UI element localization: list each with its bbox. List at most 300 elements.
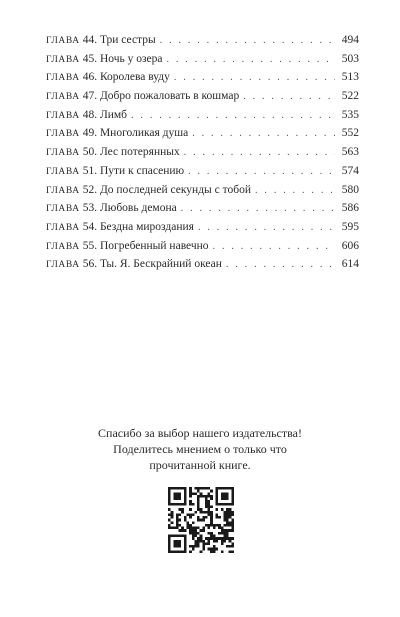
qr-module (208, 505, 211, 508)
chapter-title: Добро пожаловать в кошмар (99, 90, 240, 103)
qr-module (200, 495, 203, 498)
qr-module (171, 511, 174, 514)
qr-module (200, 550, 203, 553)
qr-module (171, 516, 174, 519)
qr-module (189, 513, 192, 516)
qr-module (229, 529, 232, 532)
page-number: 535 (341, 108, 359, 121)
qr-module (213, 527, 216, 530)
qr-module (200, 535, 203, 538)
chapter-word: ГЛАВА (46, 241, 80, 252)
qr-module (189, 508, 192, 511)
qr-module (229, 521, 232, 524)
qr-module (176, 487, 179, 490)
qr-module (208, 511, 211, 514)
qr-module (210, 511, 213, 514)
qr-module (197, 542, 200, 545)
qr-module (226, 495, 229, 498)
chapter-title: Три сестры (99, 34, 156, 46)
qr-module (208, 527, 211, 530)
dot-leader (188, 166, 335, 177)
qr-module (208, 532, 211, 535)
toc-row[interactable]: ГЛАВА 44 . Три сестры . . . 494 (46, 34, 359, 53)
qr-module (184, 529, 187, 532)
toc-row[interactable]: ГЛАВА 49 . Многоликая душа . . . 552 (46, 127, 359, 146)
dot-leader (255, 185, 335, 196)
qr-module (223, 537, 226, 540)
qr-module (231, 542, 234, 545)
chapter-number: 51 (82, 164, 95, 177)
qr-module (231, 513, 234, 516)
qr-module (226, 516, 229, 519)
qr-module (226, 537, 229, 540)
chapter-number: 44 (82, 34, 95, 46)
dot-leader (181, 203, 335, 214)
qr-module (179, 545, 182, 548)
qr-module (194, 529, 197, 532)
qr-module (197, 500, 200, 503)
qr-module (168, 513, 171, 516)
qr-module (231, 529, 234, 532)
qr-module (184, 516, 187, 519)
dot-leader (213, 241, 335, 252)
qr-module (226, 532, 229, 535)
qr-module (200, 487, 203, 490)
dot-leader (192, 128, 335, 139)
chapter-number: 47 (82, 90, 95, 103)
qr-module (210, 490, 213, 493)
qr-module (168, 548, 171, 551)
chapter-title: Бездна мироздания (99, 220, 194, 233)
qr-module (173, 492, 176, 495)
qr-module (221, 542, 224, 545)
qr-module (194, 527, 197, 530)
qr-module (186, 521, 189, 524)
thank-you-line: Поделитесь мнением о только что (113, 442, 287, 456)
qr-module (184, 535, 187, 538)
qr-module (168, 519, 171, 522)
qr-module (202, 540, 205, 543)
toc-row[interactable]: ГЛАВА 55 . Погребенный навечно . . . 606 (46, 240, 359, 259)
qr-module (216, 503, 219, 506)
qr-module (205, 487, 208, 490)
qr-module (202, 542, 205, 545)
qr-module (226, 492, 229, 495)
qr-module (168, 498, 171, 501)
toc-row[interactable]: ГЛАВА 50 . Лес потерянных . . . 563 (46, 146, 359, 165)
qr-module (218, 527, 221, 530)
qr-module (181, 529, 184, 532)
qr-module (221, 527, 224, 530)
chapter-word: ГЛАВА (46, 92, 80, 103)
chapter-number: 53 (82, 202, 95, 215)
qr-module (189, 495, 192, 498)
qr-module (200, 540, 203, 543)
qr-module (208, 500, 211, 503)
qr-module (176, 545, 179, 548)
dot-leader (226, 259, 335, 270)
qr-module (226, 524, 229, 527)
qr-module (205, 511, 208, 514)
chapter-number: 52 (82, 183, 95, 196)
qr-module (197, 508, 200, 511)
qr-module (184, 519, 187, 522)
qr-module (216, 513, 219, 516)
qr-module (229, 508, 232, 511)
chapter-title: Погребенный навечно (99, 239, 209, 252)
qr-module (179, 550, 182, 553)
qr-module (205, 516, 208, 519)
qr-module (192, 529, 195, 532)
qr-module (223, 498, 226, 501)
toc-row[interactable]: ГЛАВА 48 . Лимб . . . 535 (46, 109, 359, 128)
chapter-word: ГЛАВА (46, 166, 80, 177)
qr-module (226, 513, 229, 516)
qr-module (179, 503, 182, 506)
qr-module (168, 545, 171, 548)
chapter-title: Ночь у озера (99, 52, 163, 65)
qr-module (171, 487, 174, 490)
qr-module (192, 548, 195, 551)
qr-module (229, 503, 232, 506)
qr-module (176, 513, 179, 516)
toc-row[interactable]: ГЛАВА 52 . До последней секунды с тобой . . . 580 (46, 184, 359, 203)
qr-module (208, 513, 211, 516)
qr-module (213, 550, 216, 553)
qr-module (189, 503, 192, 506)
toc-row[interactable]: ГЛАВА 54 . Бездна мироздания . . . 595 (46, 221, 359, 240)
qr-module (216, 498, 219, 501)
qr-module (223, 492, 226, 495)
toc-row[interactable]: ГЛАВА 47 . Добро пожаловать в кошмар . . . 522 (46, 90, 359, 109)
qr-module (197, 498, 200, 501)
qr-module (221, 550, 224, 553)
qr-module (221, 529, 224, 532)
toc-row[interactable]: ГЛАВА 56 . Ты. Я. Бескрайний океан . . . 614 (46, 258, 359, 277)
qr-module (189, 490, 192, 493)
chapter-word: ГЛАВА (46, 129, 80, 140)
qr-module (173, 527, 176, 530)
page-number: 606 (341, 239, 359, 252)
chapter-word: ГЛАВА (46, 110, 80, 121)
qr-module (194, 487, 197, 490)
qr-module (168, 500, 171, 503)
qr-module (208, 542, 211, 545)
chapter-title: До последней секунды с тобой (99, 183, 252, 196)
qr-module (210, 521, 213, 524)
qr-module (192, 492, 195, 495)
qr-module (184, 498, 187, 501)
qr-module (200, 508, 203, 511)
dot-leader (160, 35, 335, 46)
qr-module (226, 521, 229, 524)
qr-code-icon[interactable] (168, 487, 234, 553)
page-number: 494 (341, 34, 359, 46)
qr-module (231, 487, 234, 490)
qr-module (192, 535, 195, 538)
qr-module (223, 487, 226, 490)
qr-module (216, 524, 219, 527)
qr-module (186, 527, 189, 530)
toc-row[interactable]: ГЛАВА 51 . Пути к спасению . . . 574 (46, 165, 359, 184)
chapter-title: Ты. Я. Бескрайний океан (99, 258, 222, 271)
qr-module (171, 521, 174, 524)
qr-module (221, 492, 224, 495)
qr-module (179, 487, 182, 490)
qr-module (210, 550, 213, 553)
qr-module (186, 524, 189, 527)
qr-module (197, 503, 200, 506)
qr-module (231, 521, 234, 524)
qr-module (221, 495, 224, 498)
qr-module (216, 516, 219, 519)
qr-module (221, 537, 224, 540)
qr-module (226, 519, 229, 522)
qr-module (171, 535, 174, 538)
chapter-title: Лес потерянных (99, 146, 180, 159)
qr-module (168, 540, 171, 543)
qr-module (171, 503, 174, 506)
dot-leader (184, 147, 335, 158)
qr-module (197, 495, 200, 498)
qr-module (173, 540, 176, 543)
qr-module (208, 495, 211, 498)
qr-module (179, 495, 182, 498)
qr-module (184, 490, 187, 493)
qr-module (181, 503, 184, 506)
chapter-word: ГЛАВА (46, 73, 80, 84)
qr-module (192, 527, 195, 530)
qr-module (202, 529, 205, 532)
qr-module (176, 492, 179, 495)
qr-module (197, 516, 200, 519)
qr-module (208, 503, 211, 506)
qr-module (213, 535, 216, 538)
qr-module (218, 516, 221, 519)
chapter-word: ГЛАВА (46, 185, 80, 196)
toc-row[interactable]: ГЛАВА 45 . Ночь у озера . . . 503 (46, 53, 359, 72)
toc-row[interactable]: ГЛАВА 46 . Королева вуду . . . 513 (46, 71, 359, 90)
qr-module (205, 505, 208, 508)
qr-module (205, 542, 208, 545)
qr-module (216, 500, 219, 503)
qr-module (231, 524, 234, 527)
qr-module (184, 540, 187, 543)
qr-module (205, 498, 208, 501)
qr-module (192, 513, 195, 516)
qr-module (213, 540, 216, 543)
chapter-word: ГЛАВА (46, 204, 80, 215)
qr-module (173, 545, 176, 548)
qr-module (210, 535, 213, 538)
qr-module (171, 513, 174, 516)
qr-module (189, 500, 192, 503)
dot-leader (174, 72, 335, 83)
qr-module (176, 535, 179, 538)
qr-module (197, 505, 200, 508)
qr-module (223, 529, 226, 532)
chapter-number: 48 (82, 108, 95, 121)
qr-module (231, 498, 234, 501)
qr-module (184, 550, 187, 553)
qr-module (176, 540, 179, 543)
toc-row[interactable]: ГЛАВА 53 . Любовь демона . . . 586 (46, 202, 359, 221)
qr-module (168, 537, 171, 540)
qr-module (210, 548, 213, 551)
qr-module (189, 524, 192, 527)
qr-module (229, 524, 232, 527)
dot-leader (166, 54, 335, 65)
qr-module (184, 545, 187, 548)
qr-module (205, 524, 208, 527)
qr-module (210, 495, 213, 498)
qr-module (181, 535, 184, 538)
qr-module (202, 545, 205, 548)
qr-module (223, 495, 226, 498)
qr-module (210, 516, 213, 519)
chapter-title: Лимб (99, 108, 128, 121)
qr-module (216, 495, 219, 498)
qr-module (184, 548, 187, 551)
qr-module (218, 503, 221, 506)
qr-module (229, 537, 232, 540)
qr-module (194, 545, 197, 548)
qr-module (176, 521, 179, 524)
qr-module (179, 542, 182, 545)
qr-module (226, 545, 229, 548)
qr-module (179, 508, 182, 511)
qr-module (210, 498, 213, 501)
qr-module (173, 535, 176, 538)
qr-module (200, 511, 203, 514)
qr-module (231, 492, 234, 495)
qr-module (192, 537, 195, 540)
chapter-word: ГЛАВА (46, 222, 80, 233)
qr-module (231, 550, 234, 553)
qr-module (194, 540, 197, 543)
qr-module (197, 490, 200, 493)
qr-module (186, 513, 189, 516)
thank-you-line: Спасибо за выбор нашего издательства! (98, 426, 302, 440)
qr-module (231, 495, 234, 498)
qr-module (171, 550, 174, 553)
qr-module (216, 540, 219, 543)
qr-module (184, 500, 187, 503)
qr-module (218, 487, 221, 490)
qr-module (229, 550, 232, 553)
qr-module (221, 487, 224, 490)
qr-module (208, 508, 211, 511)
qr-module (192, 545, 195, 548)
page-number: 503 (341, 52, 359, 65)
qr-module (173, 495, 176, 498)
qr-module (176, 527, 179, 530)
qr-module (176, 498, 179, 501)
qr-module (210, 532, 213, 535)
qr-module (176, 516, 179, 519)
qr-module (171, 527, 174, 530)
qr-module (181, 550, 184, 553)
qr-module (218, 524, 221, 527)
qr-module (202, 495, 205, 498)
qr-module (179, 540, 182, 543)
page-number: 614 (341, 258, 359, 271)
chapter-number: 55 (82, 239, 95, 252)
chapter-title: Королева вуду (99, 71, 170, 84)
qr-module (176, 519, 179, 522)
qr-module (231, 519, 234, 522)
qr-module (208, 537, 211, 540)
qr-module (192, 532, 195, 535)
qr-module (181, 511, 184, 514)
qr-module (168, 495, 171, 498)
page-number: 574 (341, 164, 359, 177)
qr-module (223, 511, 226, 514)
qr-module (208, 487, 211, 490)
qr-module (179, 513, 182, 516)
qr-module (226, 535, 229, 538)
qr-module (168, 487, 171, 490)
qr-module (202, 519, 205, 522)
chapter-word: ГЛАВА (46, 54, 80, 65)
qr-module (189, 516, 192, 519)
page-number: 522 (341, 90, 359, 103)
qr-module (168, 490, 171, 493)
qr-module (179, 529, 182, 532)
qr-module (173, 550, 176, 553)
qr-module (189, 545, 192, 548)
qr-module (168, 524, 171, 527)
qr-module (181, 508, 184, 511)
qr-module (194, 535, 197, 538)
qr-module (221, 508, 224, 511)
qr-module (197, 527, 200, 530)
qr-module (223, 532, 226, 535)
qr-module (179, 519, 182, 522)
qr-module (168, 527, 171, 530)
qr-module (231, 511, 234, 514)
chapter-word: ГЛАВА (46, 260, 80, 271)
qr-module (231, 500, 234, 503)
chapter-number: 46 (82, 71, 95, 84)
qr-module (231, 545, 234, 548)
qr-module (202, 487, 205, 490)
qr-module (168, 542, 171, 545)
qr-module (192, 503, 195, 506)
qr-module (226, 511, 229, 514)
qr-module (218, 532, 221, 535)
qr-module (229, 540, 232, 543)
qr-module (189, 529, 192, 532)
qr-module (179, 535, 182, 538)
qr-module (208, 540, 211, 543)
qr-module (168, 550, 171, 553)
page-number: 563 (341, 146, 359, 159)
thank-you-line: прочитанной книге. (149, 458, 251, 472)
qr-module (210, 537, 213, 540)
qr-module (184, 503, 187, 506)
qr-module (229, 516, 232, 519)
qr-module (208, 548, 211, 551)
qr-module (223, 535, 226, 538)
qr-module (176, 503, 179, 506)
qr-module (189, 527, 192, 530)
thank-you-message (0, 425, 400, 473)
qr-module (205, 500, 208, 503)
qr-module (194, 511, 197, 514)
qr-module (202, 511, 205, 514)
qr-module (173, 487, 176, 490)
